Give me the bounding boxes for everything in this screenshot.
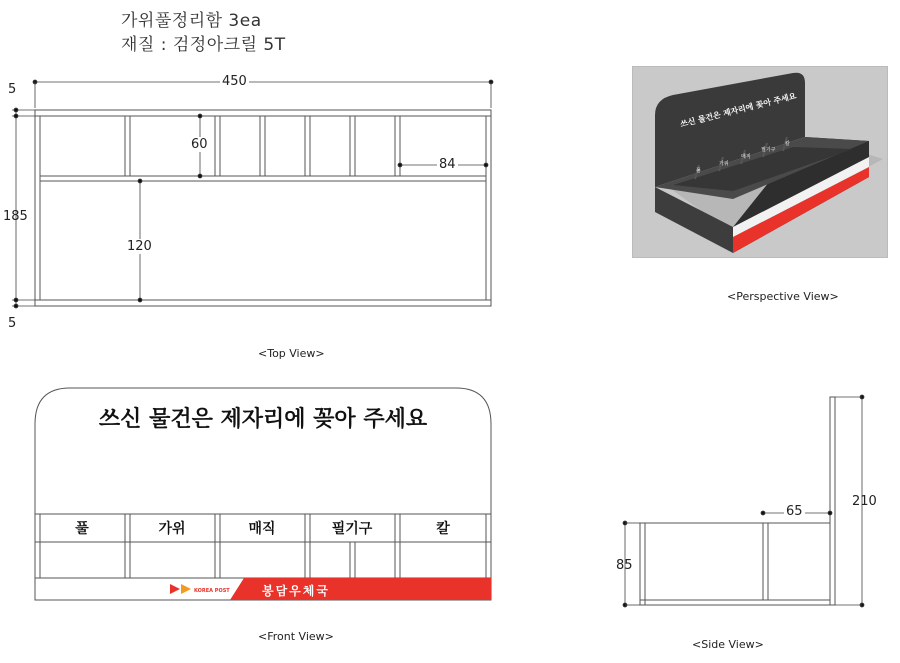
perspective-label-3: 필기구 [761,147,776,153]
spec-title: 가위풀정리함 3ea [121,11,262,31]
front-label-0: 풀 [75,521,89,537]
perspective-view-caption: <Perspective View> [727,290,839,303]
dim-bottom-thickness: 5 [8,316,17,331]
dim-depth-185: 185 [3,209,28,224]
korea-post-logo-text: KOREA POST [194,588,230,594]
perspective-label-2: 매직 [741,154,751,160]
dim-compartment-84: 84 [439,157,456,172]
dim-side-85: 85 [616,558,633,573]
dim-side-210: 210 [852,494,877,509]
korea-post-logo-icon [170,584,191,594]
side-view-back-panel [830,397,835,605]
dim-compartment-60: 60 [191,137,208,152]
dim-side-65: 65 [786,504,803,519]
front-view-drawing [30,384,500,609]
front-label-1: 가위 [158,521,186,537]
perspective-box-illustration [633,67,887,257]
front-brand-name: 봉담우체국 [262,584,330,598]
perspective-label-1: 가위 [719,161,729,167]
top-view-dividers [125,116,400,176]
perspective-label-0: 풀 [696,168,701,174]
perspective-label-4: 칼 [785,141,790,147]
material-spec: 재질 : 검정아크릴 5T [121,35,286,55]
dim-width-450: 450 [222,74,247,89]
side-view-drawing [600,385,880,615]
dim-top-thickness: 5 [8,82,17,97]
top-view-outline [35,110,491,306]
front-label-2: 매직 [248,521,276,537]
front-label-3: 필기구 [331,521,373,537]
side-view-outline [640,523,830,605]
front-label-4: 칼 [436,521,450,537]
top-view-caption: <Top View> [258,347,325,360]
front-view-caption: <Front View> [258,630,334,643]
front-headline: 쓰신 물건은 제자리에 꽂아 주세요 [98,407,428,432]
side-view-caption: <Side View> [692,638,764,651]
dim-front-120: 120 [127,239,152,254]
perspective-render [632,66,888,258]
top-view-shelf [40,176,486,181]
perspective-back-text: 쓰신 물건은 제자리에 꽂아 주세요 [679,91,798,129]
